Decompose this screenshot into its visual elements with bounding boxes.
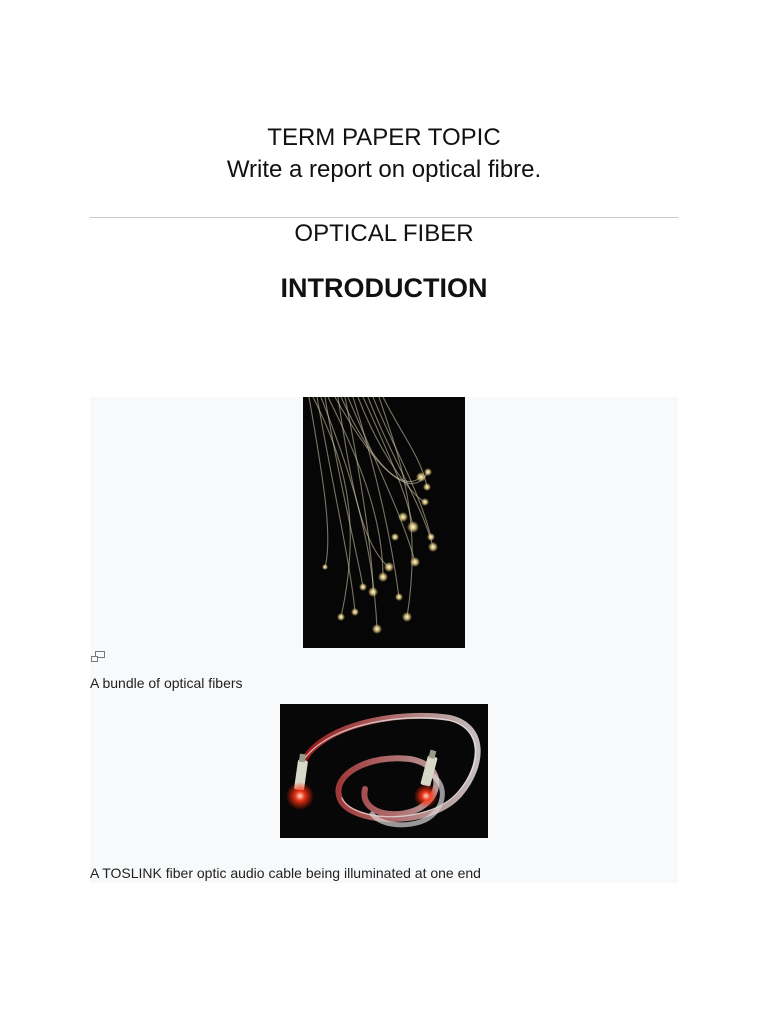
figure-caption-toslink-cable: A TOSLINK fiber optic audio cable being illuminated at one end bbox=[90, 865, 481, 881]
optical-fiber-bundle-photo[interactable] bbox=[303, 397, 465, 648]
term-paper-topic-title: TERM PAPER TOPIC bbox=[267, 124, 501, 151]
figure-panel bbox=[90, 397, 678, 883]
figure-caption-fiber-bundle: A bundle of optical fibers bbox=[90, 675, 243, 691]
enlarge-icon[interactable] bbox=[90, 650, 106, 663]
report-title: Write a report on optical fibre. bbox=[226, 156, 542, 183]
horizontal-divider bbox=[90, 217, 678, 218]
toslink-cable-photo[interactable] bbox=[280, 704, 488, 838]
section-heading: OPTICAL FIBER bbox=[294, 220, 474, 247]
introduction-heading: INTRODUCTION bbox=[280, 273, 488, 303]
